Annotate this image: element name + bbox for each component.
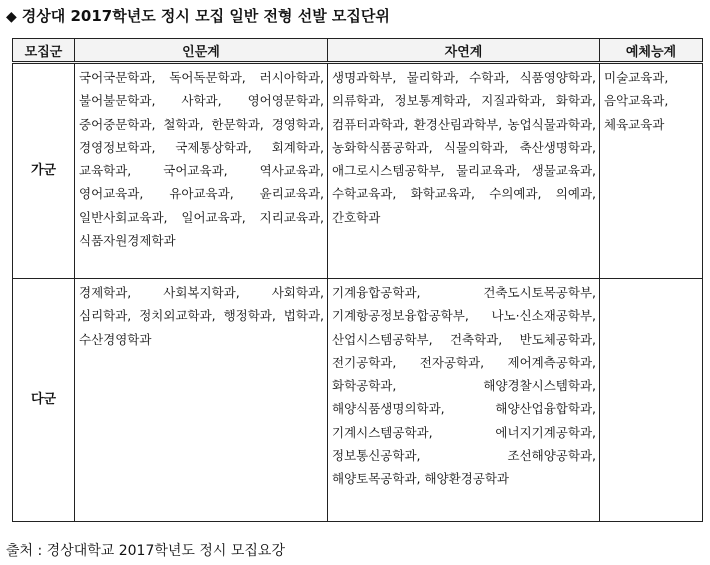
arts-cell: 미술교육과, 음악교육과, 체육교육과 bbox=[600, 63, 703, 279]
science-cell: 생명과학부, 물리학과, 수학과, 식품영양학과, 의류학과, 정보통계학과, 지질과학과, 화학과, 컴퓨터과학과, 환경산림과학부, 농업식물과학과, 농화학식품공학과, 식물의학과, 축산생명학과, 애그로시스템공학부, 물리교육과, 생물교육과, 수학교육과, 화학교육과, 수의예과, 의예과, 간호학과 bbox=[328, 63, 600, 279]
header-humanities: 인문계 bbox=[75, 39, 328, 63]
humanities-cell: 경제학과, 사회복지학과, 사회학과, 심리학과, 정치외교학과, 행정학과, 법학과, 수산경영학과 bbox=[75, 279, 328, 522]
science-cell: 기계융합공학과, 건축도시토목공학부, 기계항공정보융합공학부, 나노·신소재공학부, 산업시스템공학부, 건축학과, 반도체공학과, 전기공학과, 전자공학과, 제어계측공학과, 화학공학과, 해양경찰시스템학과, 해양식품생명의학과, 해양산업융합학과, 기계시스템공학과, 에너지기계공학과, 정보통신공학과, 조선해양공학과, 해양토목공학과, 해양환경공학과 bbox=[328, 279, 600, 522]
source-note: 출처 : 경상대학교 2017학년도 정시 모집요강 bbox=[6, 543, 285, 559]
table-row bbox=[13, 279, 703, 522]
group-cell: 가군 bbox=[13, 63, 75, 279]
title-text: 경상대 2017학년도 정시 모집 일반 전형 선발 모집단위 bbox=[21, 7, 390, 25]
table-row bbox=[13, 63, 703, 279]
diamond-bullet-icon: ◆ bbox=[6, 9, 17, 25]
header-arts: 예체능계 bbox=[600, 39, 703, 63]
admission-table bbox=[12, 38, 703, 522]
header-science: 자연계 bbox=[328, 39, 600, 63]
arts-cell bbox=[600, 279, 703, 522]
header-group: 모집군 bbox=[13, 39, 75, 63]
page-title bbox=[6, 4, 390, 28]
table-header-row bbox=[13, 39, 703, 63]
group-cell: 다군 bbox=[13, 279, 75, 522]
humanities-cell: 국어국문학과, 독어독문학과, 러시아학과, 불어불문학과, 사학과, 영어영문학과, 중어중문학과, 철학과, 한문학과, 경영학과, 경영정보학과, 국제통상학과, 회계학과, 교육학과, 국어교육과, 역사교육과, 영어교육과, 유아교육과, 윤리교육과, 일반사회교육과, 일어교육과, 지리교육과, 식품자원경제학과 bbox=[75, 63, 328, 279]
